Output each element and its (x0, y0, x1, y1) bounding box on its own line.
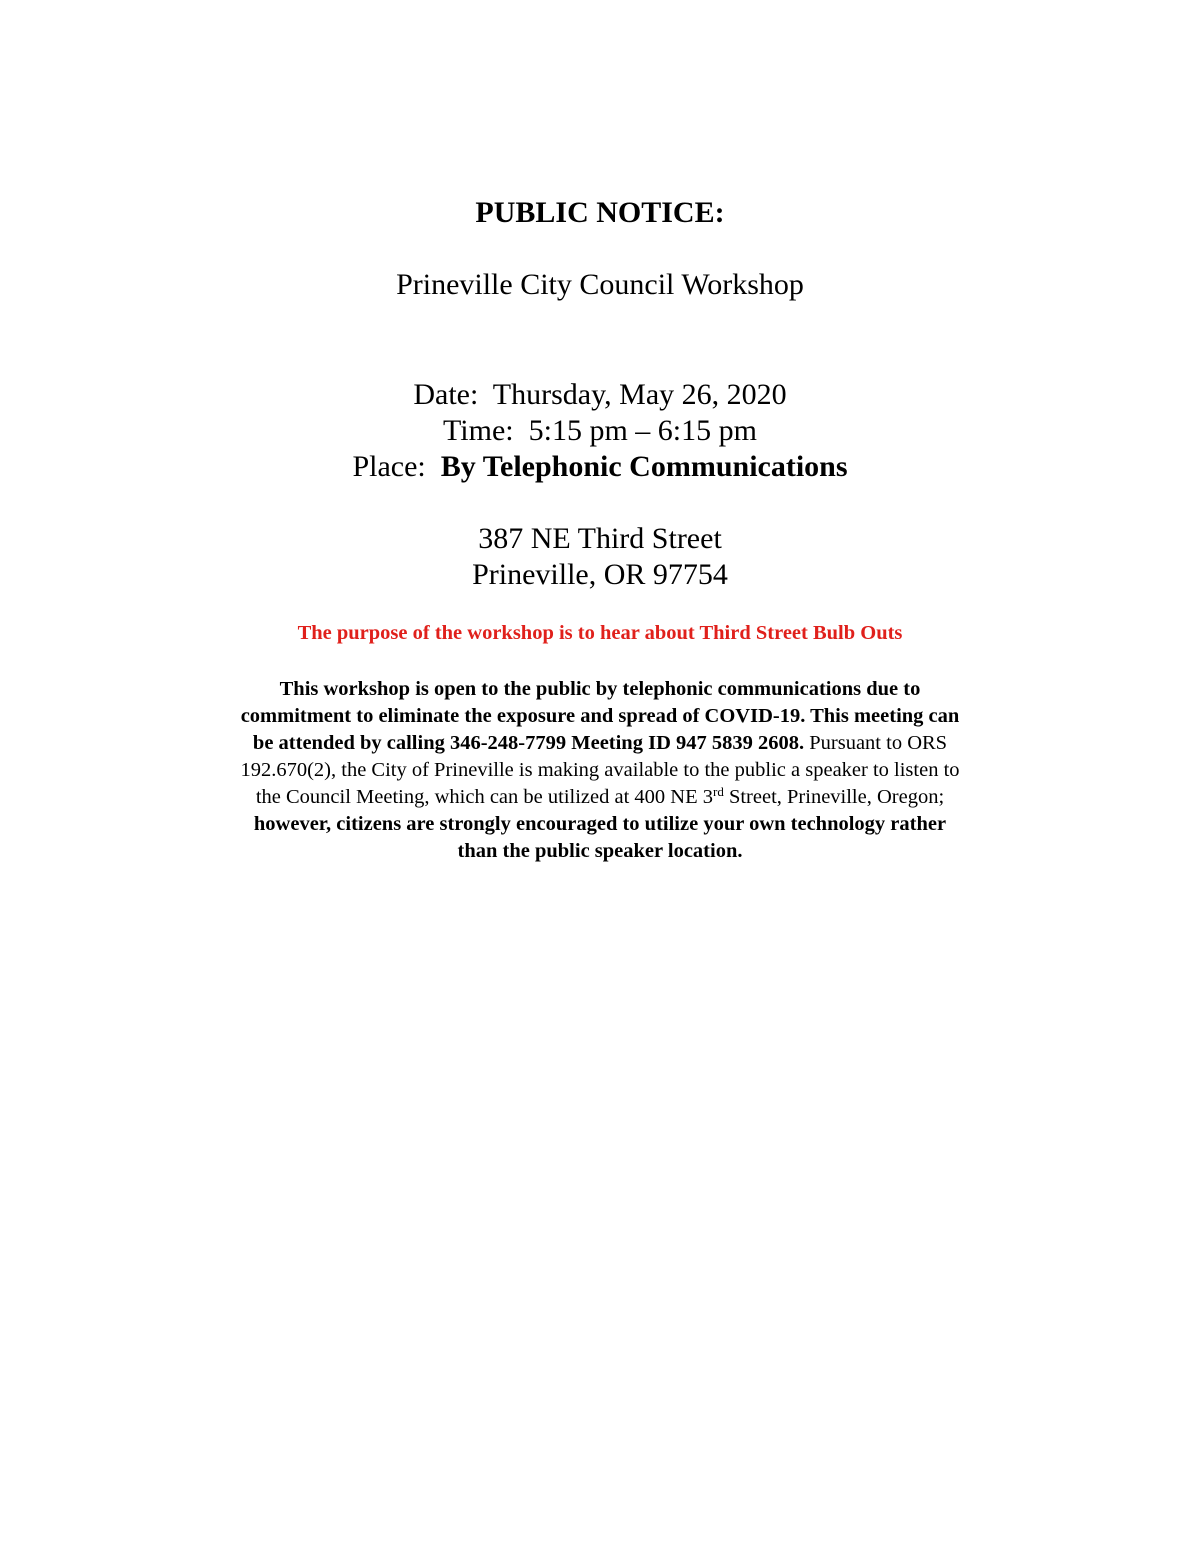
body-line-1: This workshop is open to the public by telephonic communications due to (279, 678, 921, 700)
workshop-purpose: The purpose of the workshop is to hear about Third Street Bulb Outs (297, 622, 903, 644)
meeting-place (0, 450, 1200, 484)
body-line-3 (0, 730, 1200, 757)
date-value: Thursday, May 26, 2020 (492, 378, 787, 411)
time-label: Time: (443, 414, 514, 447)
time-value: 5:15 pm – 6:15 pm (528, 414, 757, 447)
body-line-7: than the public speaker location. (457, 840, 743, 862)
date-label: Date: (413, 378, 479, 411)
address-line-2: Prineville, OR 97754 (472, 558, 728, 591)
meeting-time (0, 414, 1200, 448)
notice-title: PUBLIC NOTICE: (475, 196, 725, 229)
body-line-5-start: the Council Meeting, which can be utilized at 400 NE 3 (255, 786, 713, 808)
body-line-2: commitment to eliminate the exposure and spread of COVID-19. This meeting can (240, 705, 960, 727)
body-line-3-rest: Pursuant to ORS (804, 732, 948, 754)
body-line-6: however, citizens are strongly encouraged to utilize your own technology rather (253, 813, 947, 835)
place-label: Place: (352, 450, 426, 483)
place-value: By Telephonic Communications (440, 450, 848, 483)
body-line-5-end: Street, Prineville, Oregon; (723, 786, 945, 808)
body-line-4: 192.670(2), the City of Prineville is making available to the public a speaker to listen to (240, 759, 960, 781)
workshop-name: Prineville City Council Workshop (396, 268, 804, 301)
meeting-date (0, 378, 1200, 412)
address-line-1: 387 NE Third Street (478, 522, 722, 555)
meeting-phone-info: be attended by calling 346-248-7799 Meeting ID 947 5839 2608. (252, 732, 805, 754)
body-line-5 (0, 784, 1200, 811)
ordinal-suffix: rd (712, 783, 724, 799)
